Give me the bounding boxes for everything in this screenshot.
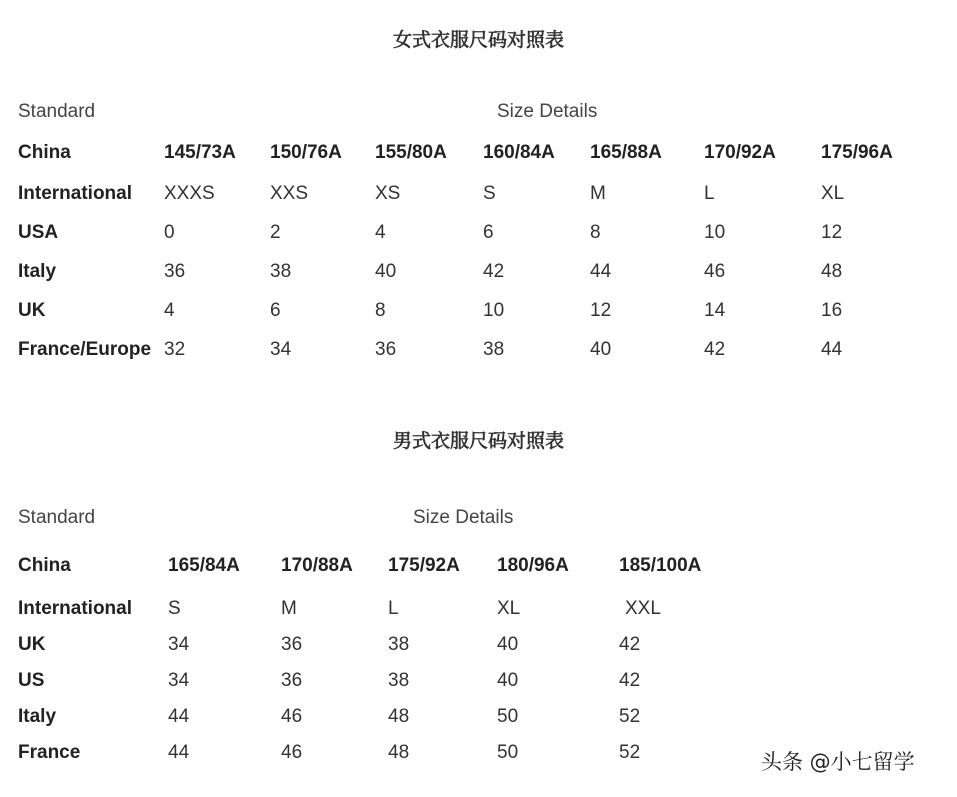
men-size-details-header: Size Details — [413, 507, 514, 528]
women-size-cell: XXS — [270, 183, 309, 204]
women-size-cell: 160/84A — [483, 142, 555, 163]
men-standard-header: Standard — [18, 507, 96, 528]
men-size-cell: 175/92A — [388, 555, 460, 576]
women-size-cell: 14 — [704, 300, 726, 321]
women-size-cell: M — [590, 183, 606, 204]
men-size-cell: 50 — [497, 742, 519, 763]
men-size-cell: L — [388, 598, 399, 619]
women-size-cell: 42 — [704, 339, 726, 360]
women-size-cell: 38 — [270, 261, 292, 282]
men-row-label: US — [18, 670, 45, 691]
women-size-cell: L — [704, 183, 715, 204]
women-size-details-header: Size Details — [497, 101, 598, 122]
men-size-cell: 40 — [497, 670, 519, 691]
men-size-cell: 34 — [168, 634, 190, 655]
men-size-cell: 36 — [281, 670, 303, 691]
men-size-cell: 48 — [388, 742, 410, 763]
women-row-label: Italy — [18, 261, 57, 282]
women-size-cell: 12 — [821, 222, 843, 243]
men-size-cell: XL — [497, 598, 521, 619]
men-size-cell: S — [168, 598, 181, 619]
men-size-cell: 34 — [168, 670, 190, 691]
women-size-cell: 145/73A — [164, 142, 236, 163]
women-size-cell: 12 — [590, 300, 612, 321]
men-size-cell: 38 — [388, 670, 410, 691]
watermark-text: 头条 @小七留学 — [761, 750, 915, 774]
women-size-cell: 170/92A — [704, 142, 776, 163]
men-row-label: UK — [18, 634, 46, 655]
women-row-label: UK — [18, 300, 46, 321]
women-size-cell: 38 — [483, 339, 505, 360]
women-size-cell: 48 — [821, 261, 843, 282]
men-size-cell: 165/84A — [168, 555, 240, 576]
women-size-cell: 34 — [270, 339, 292, 360]
women-size-cell: S — [483, 183, 496, 204]
women-size-cell: 165/88A — [590, 142, 662, 163]
women-size-cell: 16 — [821, 300, 843, 321]
women-size-cell: 8 — [590, 222, 601, 243]
women-row-label: USA — [18, 222, 59, 243]
women-row-label: International — [18, 183, 133, 204]
men-size-cell: 180/96A — [497, 555, 569, 576]
men-size-cell: XXL — [625, 598, 661, 619]
women-size-cell: XL — [821, 183, 845, 204]
men-size-cell: 42 — [619, 634, 641, 655]
men-chart-title: 男式衣服尺码对照表 — [392, 430, 564, 452]
women-size-cell: XXXS — [164, 183, 215, 204]
men-size-cell: 170/88A — [281, 555, 353, 576]
women-size-cell: 40 — [590, 339, 612, 360]
women-size-cell: 46 — [704, 261, 726, 282]
men-size-cell: 38 — [388, 634, 410, 655]
men-row-label: Italy — [18, 706, 57, 727]
women-row-label: France/Europe — [18, 339, 152, 360]
women-size-cell: 10 — [483, 300, 505, 321]
men-row-label: France — [18, 742, 81, 763]
women-size-cell: 44 — [590, 261, 612, 282]
women-row-label: China — [18, 142, 71, 163]
men-size-cell: 46 — [281, 706, 303, 727]
women-chart-title: 女式衣服尺码对照表 — [392, 29, 564, 51]
women-size-cell: XS — [375, 183, 401, 204]
men-size-cell: 46 — [281, 742, 303, 763]
women-size-cell: 175/96A — [821, 142, 893, 163]
women-standard-header: Standard — [18, 101, 96, 122]
women-size-cell: 32 — [164, 339, 186, 360]
men-size-cell: 48 — [388, 706, 410, 727]
women-size-cell: 42 — [483, 261, 505, 282]
men-size-cell: 52 — [619, 742, 641, 763]
men-size-cell: 50 — [497, 706, 519, 727]
men-size-cell: 42 — [619, 670, 641, 691]
men-row-label: International — [18, 598, 133, 619]
men-size-cell: 36 — [281, 634, 303, 655]
women-size-cell: 2 — [270, 222, 281, 243]
women-size-cell: 0 — [164, 222, 175, 243]
women-size-cell: 36 — [375, 339, 397, 360]
men-size-cell: M — [281, 598, 297, 619]
men-size-cell: 52 — [619, 706, 641, 727]
women-size-cell: 10 — [704, 222, 726, 243]
women-size-cell: 8 — [375, 300, 386, 321]
women-size-cell: 155/80A — [375, 142, 447, 163]
men-size-cell: 44 — [168, 742, 190, 763]
men-size-cell: 185/100A — [619, 555, 702, 576]
women-size-cell: 6 — [483, 222, 494, 243]
women-size-cell: 4 — [164, 300, 175, 321]
men-size-cell: 44 — [168, 706, 190, 727]
women-size-cell: 36 — [164, 261, 186, 282]
women-size-cell: 4 — [375, 222, 386, 243]
men-size-cell: 40 — [497, 634, 519, 655]
women-size-cell: 150/76A — [270, 142, 342, 163]
women-size-cell: 6 — [270, 300, 281, 321]
women-size-cell: 40 — [375, 261, 397, 282]
women-size-cell: 44 — [821, 339, 843, 360]
men-row-label: China — [18, 555, 71, 576]
